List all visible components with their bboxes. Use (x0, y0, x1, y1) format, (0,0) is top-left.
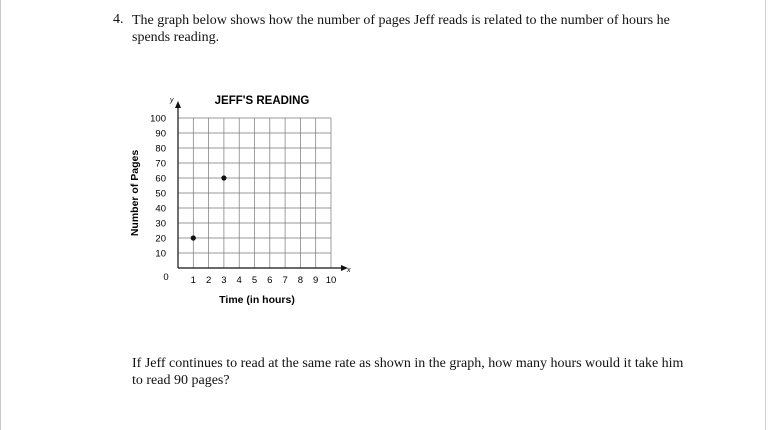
x-tick-label: 4 (236, 275, 242, 286)
x-tick-label: 1 (190, 275, 196, 286)
x-tick-label: 8 (297, 275, 304, 286)
y-tick-label: 40 (155, 203, 166, 215)
y-tick-label: 60 (155, 173, 166, 185)
jeffs-reading-chart (120, 88, 360, 313)
y-tick-label: 30 (155, 218, 166, 230)
data-point (191, 235, 196, 240)
right-page-border (765, 0, 766, 430)
follow-up-question: If Jeff continues to read at the same rate as shown in the graph, how many hours would it take him to read 90 pages? (132, 356, 684, 388)
y-tick-label: 20 (155, 233, 166, 245)
x-tick-label: 7 (282, 275, 288, 286)
y-axis-letter: y (170, 97, 174, 104)
question-number: 4. (113, 12, 124, 27)
y-tick-label: 80 (155, 143, 166, 155)
x-axis-label: Time (in hours) (219, 294, 295, 306)
x-tick-label: 2 (205, 275, 212, 286)
x-tick-label: 9 (313, 275, 319, 286)
y-tick-label: 90 (155, 128, 166, 140)
x-tick-label: 3 (221, 275, 227, 286)
chart-title: JEFF'S READING (214, 95, 310, 107)
data-point (221, 175, 226, 180)
x-tick-label: 5 (251, 275, 258, 286)
x-tick-label: 10 (325, 275, 337, 286)
grid (178, 118, 331, 268)
y-axis-label: Number of Pages (129, 149, 141, 237)
x-tick-label: 6 (267, 275, 273, 286)
y-tick-label: 50 (155, 188, 166, 200)
question-text: The graph below shows how the number of pages Jeff reads is related to the number of hours he spends reading. (132, 13, 670, 45)
origin-label: 0 (163, 272, 169, 283)
y-tick-label: 100 (150, 113, 166, 125)
left-page-border (0, 0, 1, 430)
y-tick-label: 10 (155, 248, 166, 260)
y-axis-arrow (175, 101, 181, 108)
y-tick-label: 70 (155, 158, 166, 170)
x-axis-letter: x (347, 267, 351, 274)
axes (175, 101, 348, 271)
